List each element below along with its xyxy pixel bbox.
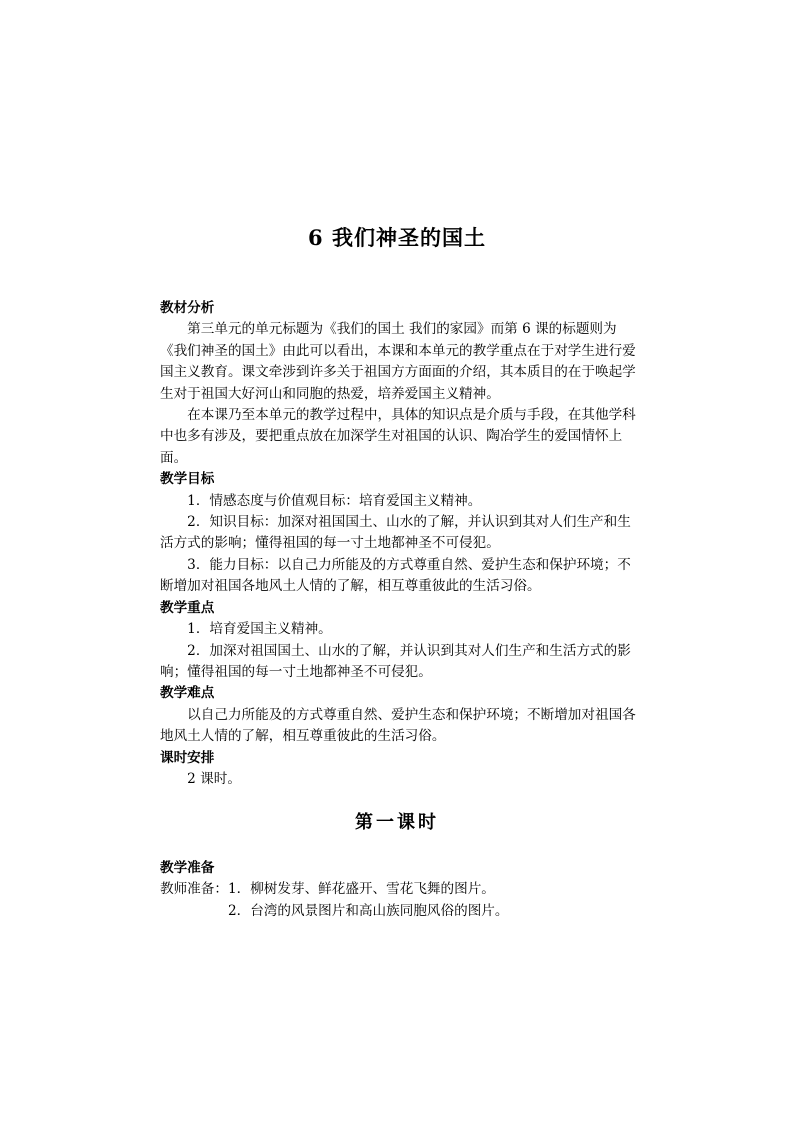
first-lesson-heading: 第一课时: [355, 812, 439, 833]
paragraph: 1．情感态度与价值观目标：培育爱国主义精神。: [160, 492, 482, 509]
teacher-prep-list: [228, 879, 509, 922]
section-teaching-key-points: [160, 598, 636, 684]
paragraph: 3．能力目标：以自己力所能及的方式尊重自然、爱护生态和保护环境；不断增加对祖国各地风土人情的了解，相互尊重彼此的生活习俗。: [160, 556, 631, 595]
section-heading: 教材分析: [160, 300, 215, 316]
section-heading: 教学重点: [160, 599, 215, 616]
section-heading: 教学准备: [160, 860, 215, 876]
section-teaching-goals: [160, 469, 636, 597]
section-heading: 课时安排: [160, 749, 215, 766]
teaching-preparation: [160, 858, 636, 922]
list-item: 1．柳树发芽、鲜花盛开、雪花飞舞的图片。: [227, 881, 495, 898]
content-body: [160, 298, 636, 790]
paragraph: 2．加深对祖国国土、山水的了解，并认识到其对人们生产和生活方式的影响；懂得祖国的每一寸土地都神圣不可侵犯。: [160, 642, 631, 680]
paragraph: 2 课时。: [160, 770, 241, 787]
section-textbook-analysis: [160, 298, 636, 469]
paragraph: 在本课乃至本单元的教学过程中，具体的知识点是介质与手段，在其他学科中也多有涉及，要把重点放在加深学生对祖国的认识、陶冶学生的爱国情怀上面。: [160, 407, 636, 466]
paragraph: 第三单元的单元标题为《我们的国土 我们的家园》而第 6 课的标题则为《我们神圣的国土》由此可以看出，本课和本单元的教学重点在于对学生进行爱国主义教育。课文牵涉到许多关于祖国方方面面的介绍，其本质目的在于唤起学生对于祖国大好河山和同胞的热爱，培养爱国主义精神。: [160, 321, 636, 402]
paragraph: 2．知识目标：加深对祖国国土、山水的了解，并认识到其对人们生产和生活方式的影响；懂得祖国的每一寸土地都神圣不可侵犯。: [160, 514, 631, 552]
lesson-title-heading: 6 我们神圣的国土: [308, 225, 486, 250]
paragraph: 以自己力所能及的方式尊重自然、爱护生态和保护环境；不断增加对祖国各地风土人情的了解，相互尊重彼此的生活习俗。: [160, 706, 636, 745]
section-heading: 教学难点: [160, 685, 215, 702]
teacher-prep-label: 教师准备：: [160, 881, 228, 898]
paragraph: 1．培育爱国主义精神。: [160, 621, 332, 638]
section-heading: 教学目标: [160, 471, 215, 488]
section-class-schedule: [160, 748, 636, 791]
list-item: 2．台湾的风景图片和高山族同胞风俗的图片。: [227, 902, 509, 919]
section-teaching-difficulties: [160, 683, 636, 747]
teacher-prep-row: [160, 879, 636, 922]
